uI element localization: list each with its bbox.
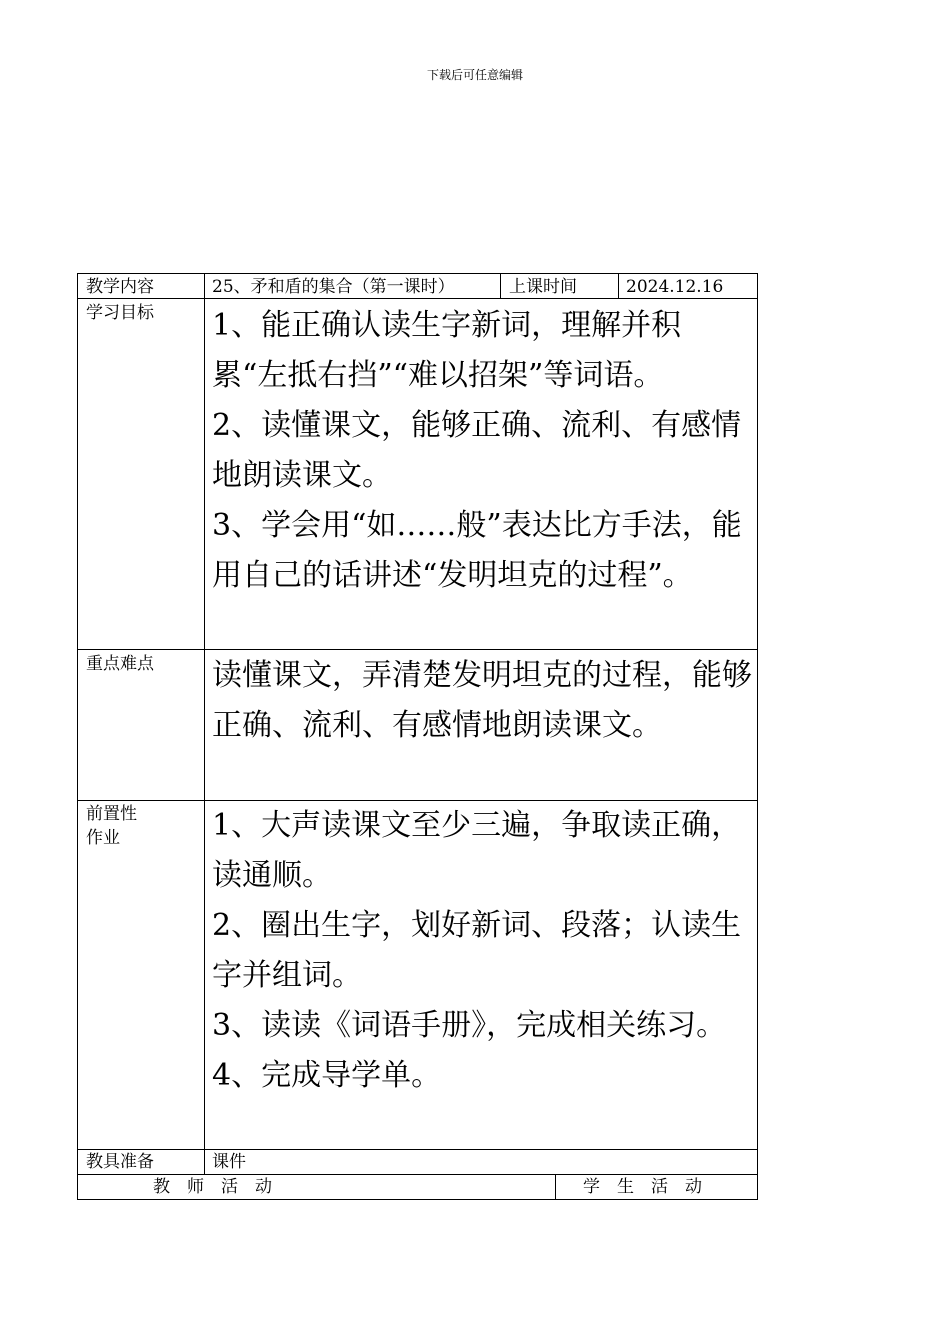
tools-label: 教具准备 (86, 1152, 154, 1172)
homework-item-3: 3、读读《词语手册》，完成相关练习。 (212, 1008, 727, 1043)
key-points-label: 重点难点 (86, 654, 154, 674)
col-divider (618, 274, 619, 298)
col-divider (500, 274, 501, 298)
homework-item-1: 1、大声读课文至少三遍，争取读正确，读通顺。 (212, 808, 742, 893)
row-divider (78, 649, 757, 650)
homework-item-4: 4、完成导学单。 (212, 1058, 442, 1093)
content-label: 教学内容 (86, 277, 154, 297)
homework-item-2: 2、圈出生字，划好新词、段落；认读生字并组词。 (212, 908, 742, 993)
goals-label: 学习目标 (86, 303, 154, 323)
homework-label (86, 802, 201, 850)
col-divider (204, 274, 205, 1174)
time-label: 上课时间 (509, 277, 577, 297)
goal-item-1: 1、能正确认读生字新词，理解并积累“左抵右挡”“难以招架”等词语。 (212, 308, 682, 393)
student-activities-header: 学生活动 (583, 1177, 719, 1197)
teacher-activities-header: 教师活动 (153, 1177, 289, 1197)
lesson-plan-table (77, 273, 758, 1200)
key-points-text: 读懂课文，弄清楚发明坦克的过程，能够正确、流利、有感情地朗读课文。 (212, 658, 752, 743)
homework-list (212, 801, 752, 1101)
lesson-title: 25、矛和盾的集合（第一课时） (212, 277, 455, 297)
lesson-date: 2024.12.16 (626, 277, 724, 297)
tools-value: 课件 (212, 1152, 246, 1172)
homework-label-line-2: 作业 (86, 828, 120, 848)
goal-item-3: 3、学会用“如……般”表达比方手法，能用自己的话讲述“发明坦克的过程”。 (212, 508, 742, 593)
goal-item-2: 2、读懂课文，能够正确、流利、有感情地朗读课文。 (212, 408, 742, 493)
homework-label-line-1: 前置性 (86, 804, 137, 824)
goals-list (212, 301, 752, 601)
col-divider (555, 1174, 556, 1199)
header-note: 下载后可任意编辑 (426, 68, 523, 82)
